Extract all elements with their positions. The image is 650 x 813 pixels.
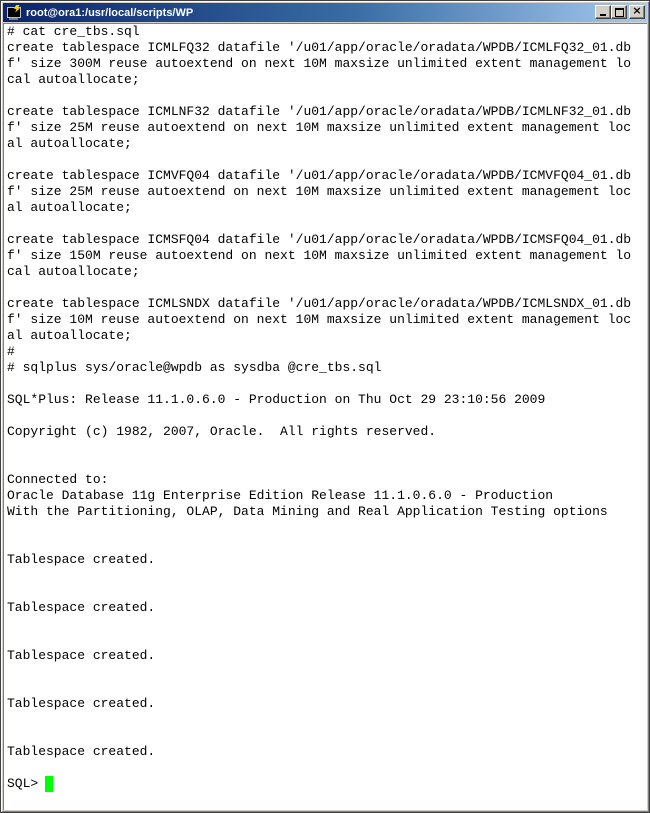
terminal-line: Tablespace created. xyxy=(7,744,156,759)
terminal-line: Connected to: xyxy=(7,472,109,487)
terminal-line: al autoallocate; xyxy=(7,136,132,151)
terminal-line: f' size 25M reuse autoextend on next 10M maxsize unlimited extent management loc xyxy=(7,120,632,135)
terminal-line: f' size 25M reuse autoextend on next 10M maxsize unlimited extent management loc xyxy=(7,184,632,199)
terminal-line: Tablespace created. xyxy=(7,600,156,615)
terminal-line: create tablespace ICMSFQ04 datafile '/u01/app/oracle/oradata/WPDB/ICMSFQ04_01.db xyxy=(7,232,632,247)
sql-prompt: SQL> xyxy=(7,776,39,791)
terminal-line: f' size 150M reuse autoextend on next 10M maxsize unlimited extent management lo xyxy=(7,248,632,263)
close-icon: × xyxy=(632,4,642,17)
maximize-icon xyxy=(615,8,624,17)
terminal-line: # xyxy=(7,344,15,359)
text-cursor xyxy=(45,776,53,792)
close-button[interactable] xyxy=(629,5,645,19)
terminal-line: cal autoallocate; xyxy=(7,72,140,87)
window-controls xyxy=(595,5,645,19)
minimize-button[interactable] xyxy=(595,5,611,19)
terminal-line: Tablespace created. xyxy=(7,648,156,663)
terminal-line: Oracle Database 11g Enterprise Edition Release 11.1.0.6.0 - Production xyxy=(7,488,554,503)
terminal-line: With the Partitioning, OLAP, Data Mining and Real Application Testing options xyxy=(7,504,608,519)
putty-terminal-icon[interactable] xyxy=(6,5,22,21)
terminal-line: create tablespace ICMLFQ32 datafile '/u01/app/oracle/oradata/WPDB/ICMLFQ32_01.db xyxy=(7,40,632,55)
terminal-line: create tablespace ICMVFQ04 datafile '/u01/app/oracle/oradata/WPDB/ICMVFQ04_01.db xyxy=(7,168,632,183)
terminal-line: f' size 300M reuse autoextend on next 10M maxsize unlimited extent management lo xyxy=(7,56,632,71)
terminal-line: SQL*Plus: Release 11.1.0.6.0 - Production on Thu Oct 29 23:10:56 2009 xyxy=(7,392,546,407)
terminal-line: create tablespace ICMLNF32 datafile '/u01/app/oracle/oradata/WPDB/ICMLNF32_01.db xyxy=(7,104,632,119)
terminal-line: Tablespace created. xyxy=(7,552,156,567)
terminal-line: # cat cre_tbs.sql xyxy=(7,24,140,39)
minimize-icon xyxy=(600,14,606,16)
terminal-line: al autoallocate; xyxy=(7,200,132,215)
terminal-line: create tablespace ICMLSNDX datafile '/u01/app/oracle/oradata/WPDB/ICMLSNDX_01.db xyxy=(7,296,632,311)
terminal-line: cal autoallocate; xyxy=(7,264,140,279)
window-title: root@ora1:/usr/local/scripts/WP xyxy=(26,6,194,19)
terminal-line: Tablespace created. xyxy=(7,696,156,711)
terminal-output xyxy=(7,24,631,776)
terminal-line: al autoallocate; xyxy=(7,328,132,343)
terminal-line: # sqlplus sys/oracle@wpdb as sysdba @cre_tbs.sql xyxy=(7,360,382,375)
terminal-line: Copyright (c) 1982, 2007, Oracle. All rights reserved. xyxy=(7,424,437,439)
title-bar[interactable] xyxy=(3,3,647,22)
terminal-screen[interactable] xyxy=(3,23,647,810)
maximize-button[interactable] xyxy=(611,5,627,19)
sql-prompt-line[interactable] xyxy=(7,776,53,792)
terminal-line: f' size 10M reuse autoextend on next 10M maxsize unlimited extent management loc xyxy=(7,312,632,327)
